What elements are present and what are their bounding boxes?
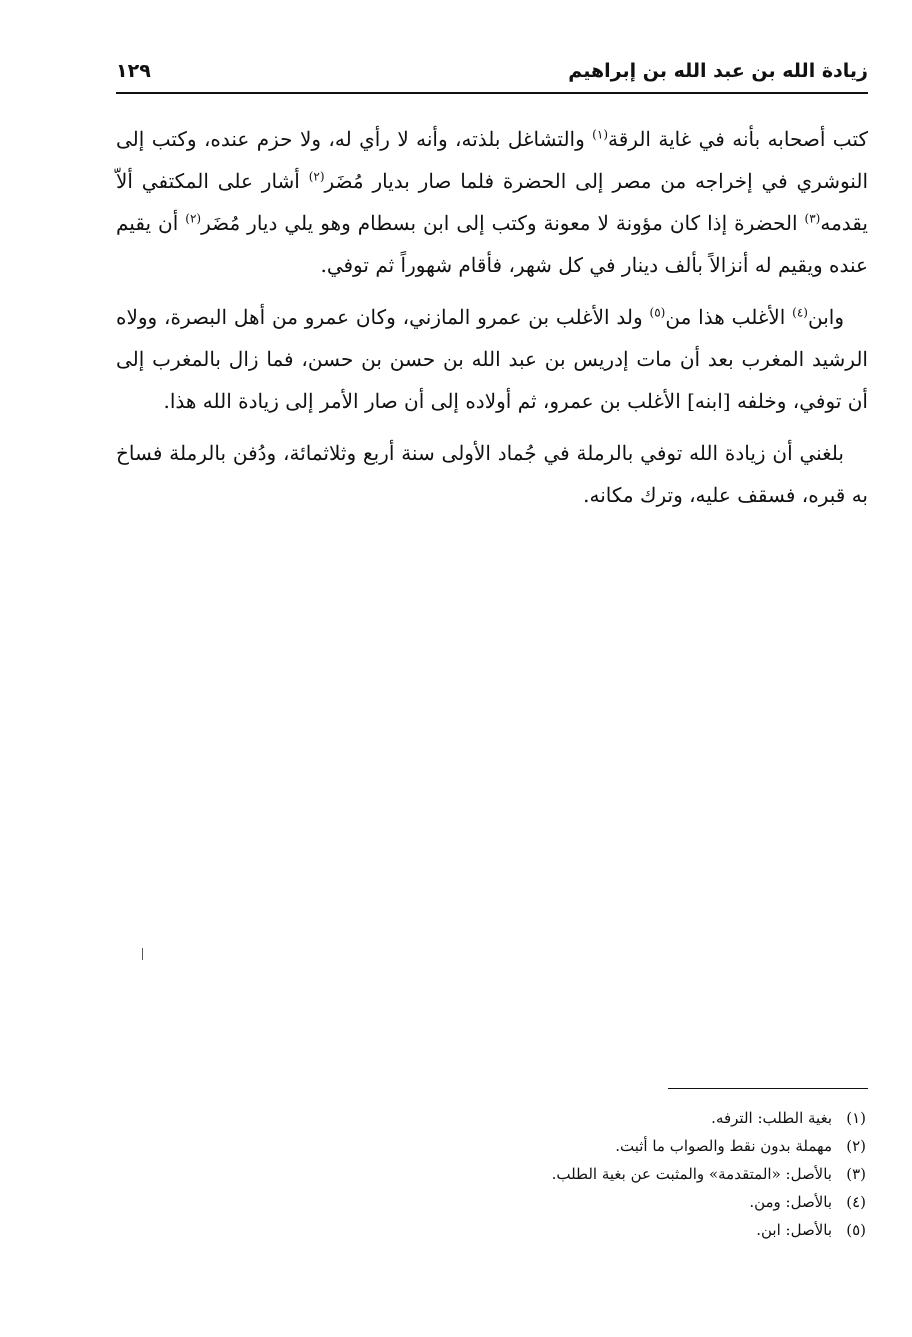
footnote-text: بالأصل: ابن. — [756, 1221, 832, 1239]
running-header — [116, 56, 868, 94]
page-number: ١٢٩ — [116, 60, 151, 82]
text-span: والتشاغل بلذته، وأنه لا رأي له، ولا حزم عنده، وكتب إلى النوشري في إخراجه من مصر إلى الحضرة فلما صار بديار مُضَر — [116, 127, 868, 193]
running-title: زيادة الله بن عبد الله بن إبراهيم — [568, 60, 868, 82]
footnote-separator — [668, 1088, 868, 1089]
text-span: وابن — [807, 305, 844, 329]
text-span: بلغني أن زيادة الله توفي بالرملة في جُماد الأولى سنة أربع وثلاثمائة، ودُفن بالرملة فساخ به قبره، فسقف عليه، وترك مكانه. — [116, 441, 868, 507]
footnote-number: (٢) — [846, 1137, 866, 1155]
text-span: ولد الأغلب بن عمرو المازني، وكان عمرو من أهل البصرة، وولاه الرشيد المغرب بعد أن مات إدريس بن عبد الله بن حسن بن حسن، فما زال بالمغرب إلى أن توفي، وخلفه [ابنه] الأغلب بن عمرو، ثم أولاده إلى أن صار الأمر إلى زيادة الله هذا. — [116, 305, 868, 413]
footnote-marker: (٢) — [308, 169, 325, 184]
footnotes — [166, 1104, 866, 1244]
footnote-text: بغية الطلب: الترفه. — [711, 1109, 832, 1127]
footnote-4 — [166, 1188, 866, 1216]
footnote-1 — [166, 1104, 866, 1132]
footnote-marker: (٥) — [649, 305, 666, 320]
footnote-3 — [166, 1160, 866, 1188]
footnote-marker: (٢) — [185, 211, 202, 226]
footnote-text: بالأصل: «المتقدمة» والمثبت عن بغية الطلب. — [551, 1165, 832, 1183]
text-span: أشار على المكتفي ألاّ يقدمه — [116, 169, 868, 235]
footnote-number: (١) — [846, 1109, 866, 1127]
footnote-text: مهملة بدون نقط والصواب ما أثبت. — [615, 1137, 832, 1155]
footnote-marker: (١) — [592, 127, 608, 142]
text-span: كتب أصحابه بأنه في غاية الرقة — [608, 127, 869, 151]
footnote-number: (٣) — [846, 1165, 866, 1183]
footnote-text: بالأصل: ومن. — [749, 1193, 832, 1211]
text-span: أن يقيم عنده ويقيم له أنزالاً بألف دينار في كل شهر، فأقام شهوراً ثم توفي. — [116, 211, 868, 277]
footnote-marker: (٤) — [792, 305, 808, 320]
paragraph-1 — [116, 118, 868, 286]
main-text — [116, 118, 868, 526]
footnote-number: (٥) — [846, 1221, 866, 1239]
footnote-5 — [166, 1216, 866, 1244]
text-span: الأغلب هذا من — [665, 305, 793, 329]
footnote-2 — [166, 1132, 866, 1160]
paragraph-2 — [116, 296, 868, 422]
footnote-marker: (٣) — [804, 211, 821, 226]
footnote-number: (٤) — [846, 1193, 866, 1211]
scan-mark — [142, 948, 143, 960]
text-span: الحضرة إذا كان مؤونة لا معونة وكتب إلى ابن بسطام وهو يلي ديار مُضَر — [201, 211, 805, 235]
paragraph-3 — [116, 432, 868, 516]
